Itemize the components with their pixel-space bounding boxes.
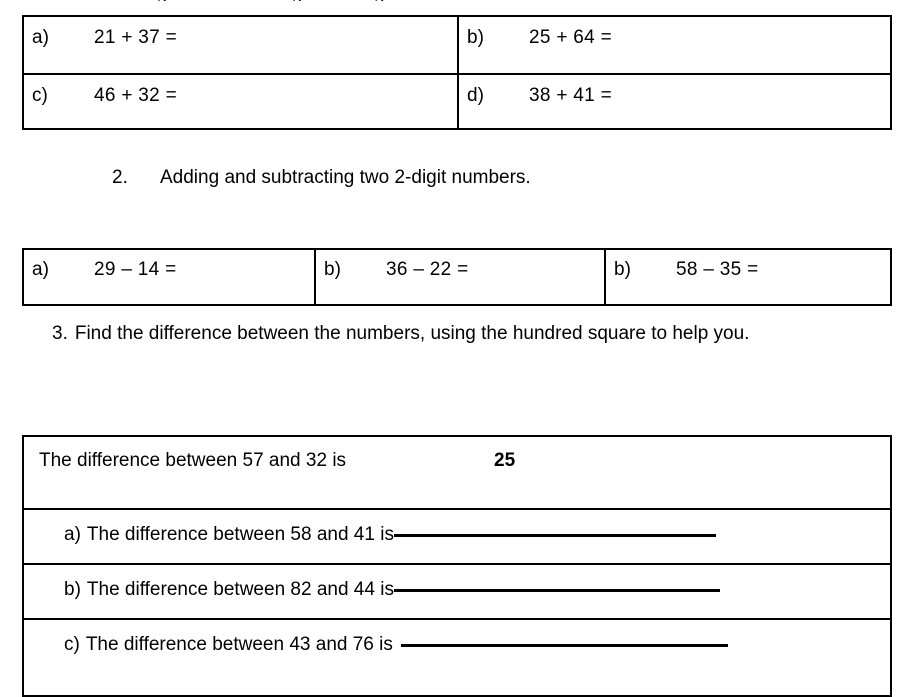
difference-row-c (24, 618, 890, 673)
difference-label-b: b) (64, 579, 81, 600)
section-3-number: 3. (52, 323, 68, 344)
addition-label-c: c) (32, 84, 48, 106)
table-row (24, 17, 890, 73)
clipped-top-heading (108, 0, 479, 1)
addition-label-b: b) (467, 27, 484, 48)
difference-item-c (24, 620, 890, 657)
difference-row-example (24, 437, 890, 508)
subtraction-expression-2: 36 – 22 = (386, 259, 469, 280)
difference-label-c: c) (64, 634, 80, 655)
subtraction-cell-3[interactable] (604, 250, 890, 304)
subtraction-expression-3: 58 – 35 = (676, 259, 759, 280)
addition-table (22, 15, 892, 130)
difference-example-text: The difference between 57 and 32 is (39, 450, 347, 471)
subtraction-label-2: b) (324, 259, 341, 280)
table-row (24, 250, 890, 304)
addition-cell-b[interactable] (457, 17, 890, 73)
difference-row-b (24, 563, 890, 618)
addition-expression-c: 46 + 32 = (94, 84, 177, 106)
section-2-heading (112, 166, 531, 190)
section-2-title: Adding and subtracting two 2-digit numbers. (160, 167, 531, 188)
difference-example-answer: 25 (494, 450, 516, 471)
table-row (24, 73, 890, 129)
difference-item-b (24, 565, 890, 602)
answer-blank-a[interactable] (394, 534, 716, 537)
addition-cell-c[interactable] (24, 75, 457, 129)
difference-text-c: The difference between 43 and 76 is (85, 634, 393, 655)
addition-expression-a: 21 + 37 = (94, 27, 177, 48)
subtraction-label-3: b) (614, 259, 631, 280)
addition-label-d: d) (467, 84, 484, 106)
difference-item-a (24, 510, 890, 547)
section-3-title: Find the difference between the numbers, using the hundred square to help you. (74, 323, 750, 344)
difference-text-b: The difference between 82 and 44 is (86, 579, 394, 600)
section-3-heading (52, 322, 749, 346)
difference-example (24, 437, 890, 473)
addition-label-a: a) (32, 27, 49, 48)
subtraction-expression-1: 29 – 14 = (94, 259, 177, 280)
subtraction-cell-1[interactable] (24, 250, 314, 304)
addition-expression-d: 38 + 41 = (529, 84, 612, 106)
subtraction-label-1: a) (32, 259, 49, 280)
difference-row-a (24, 508, 890, 563)
difference-text-a: The difference between 58 and 41 is (86, 524, 394, 545)
answer-blank-c[interactable] (401, 644, 728, 647)
answer-blank-b[interactable] (394, 589, 720, 592)
addition-expression-b: 25 + 64 = (529, 27, 612, 48)
difference-table (22, 435, 892, 697)
difference-label-a: a) (64, 524, 81, 545)
addition-cell-a[interactable] (24, 17, 457, 73)
subtraction-table (22, 248, 892, 306)
subtraction-cell-2[interactable] (314, 250, 604, 304)
addition-cell-d[interactable] (457, 75, 890, 129)
section-2-number: 2. (112, 167, 128, 188)
